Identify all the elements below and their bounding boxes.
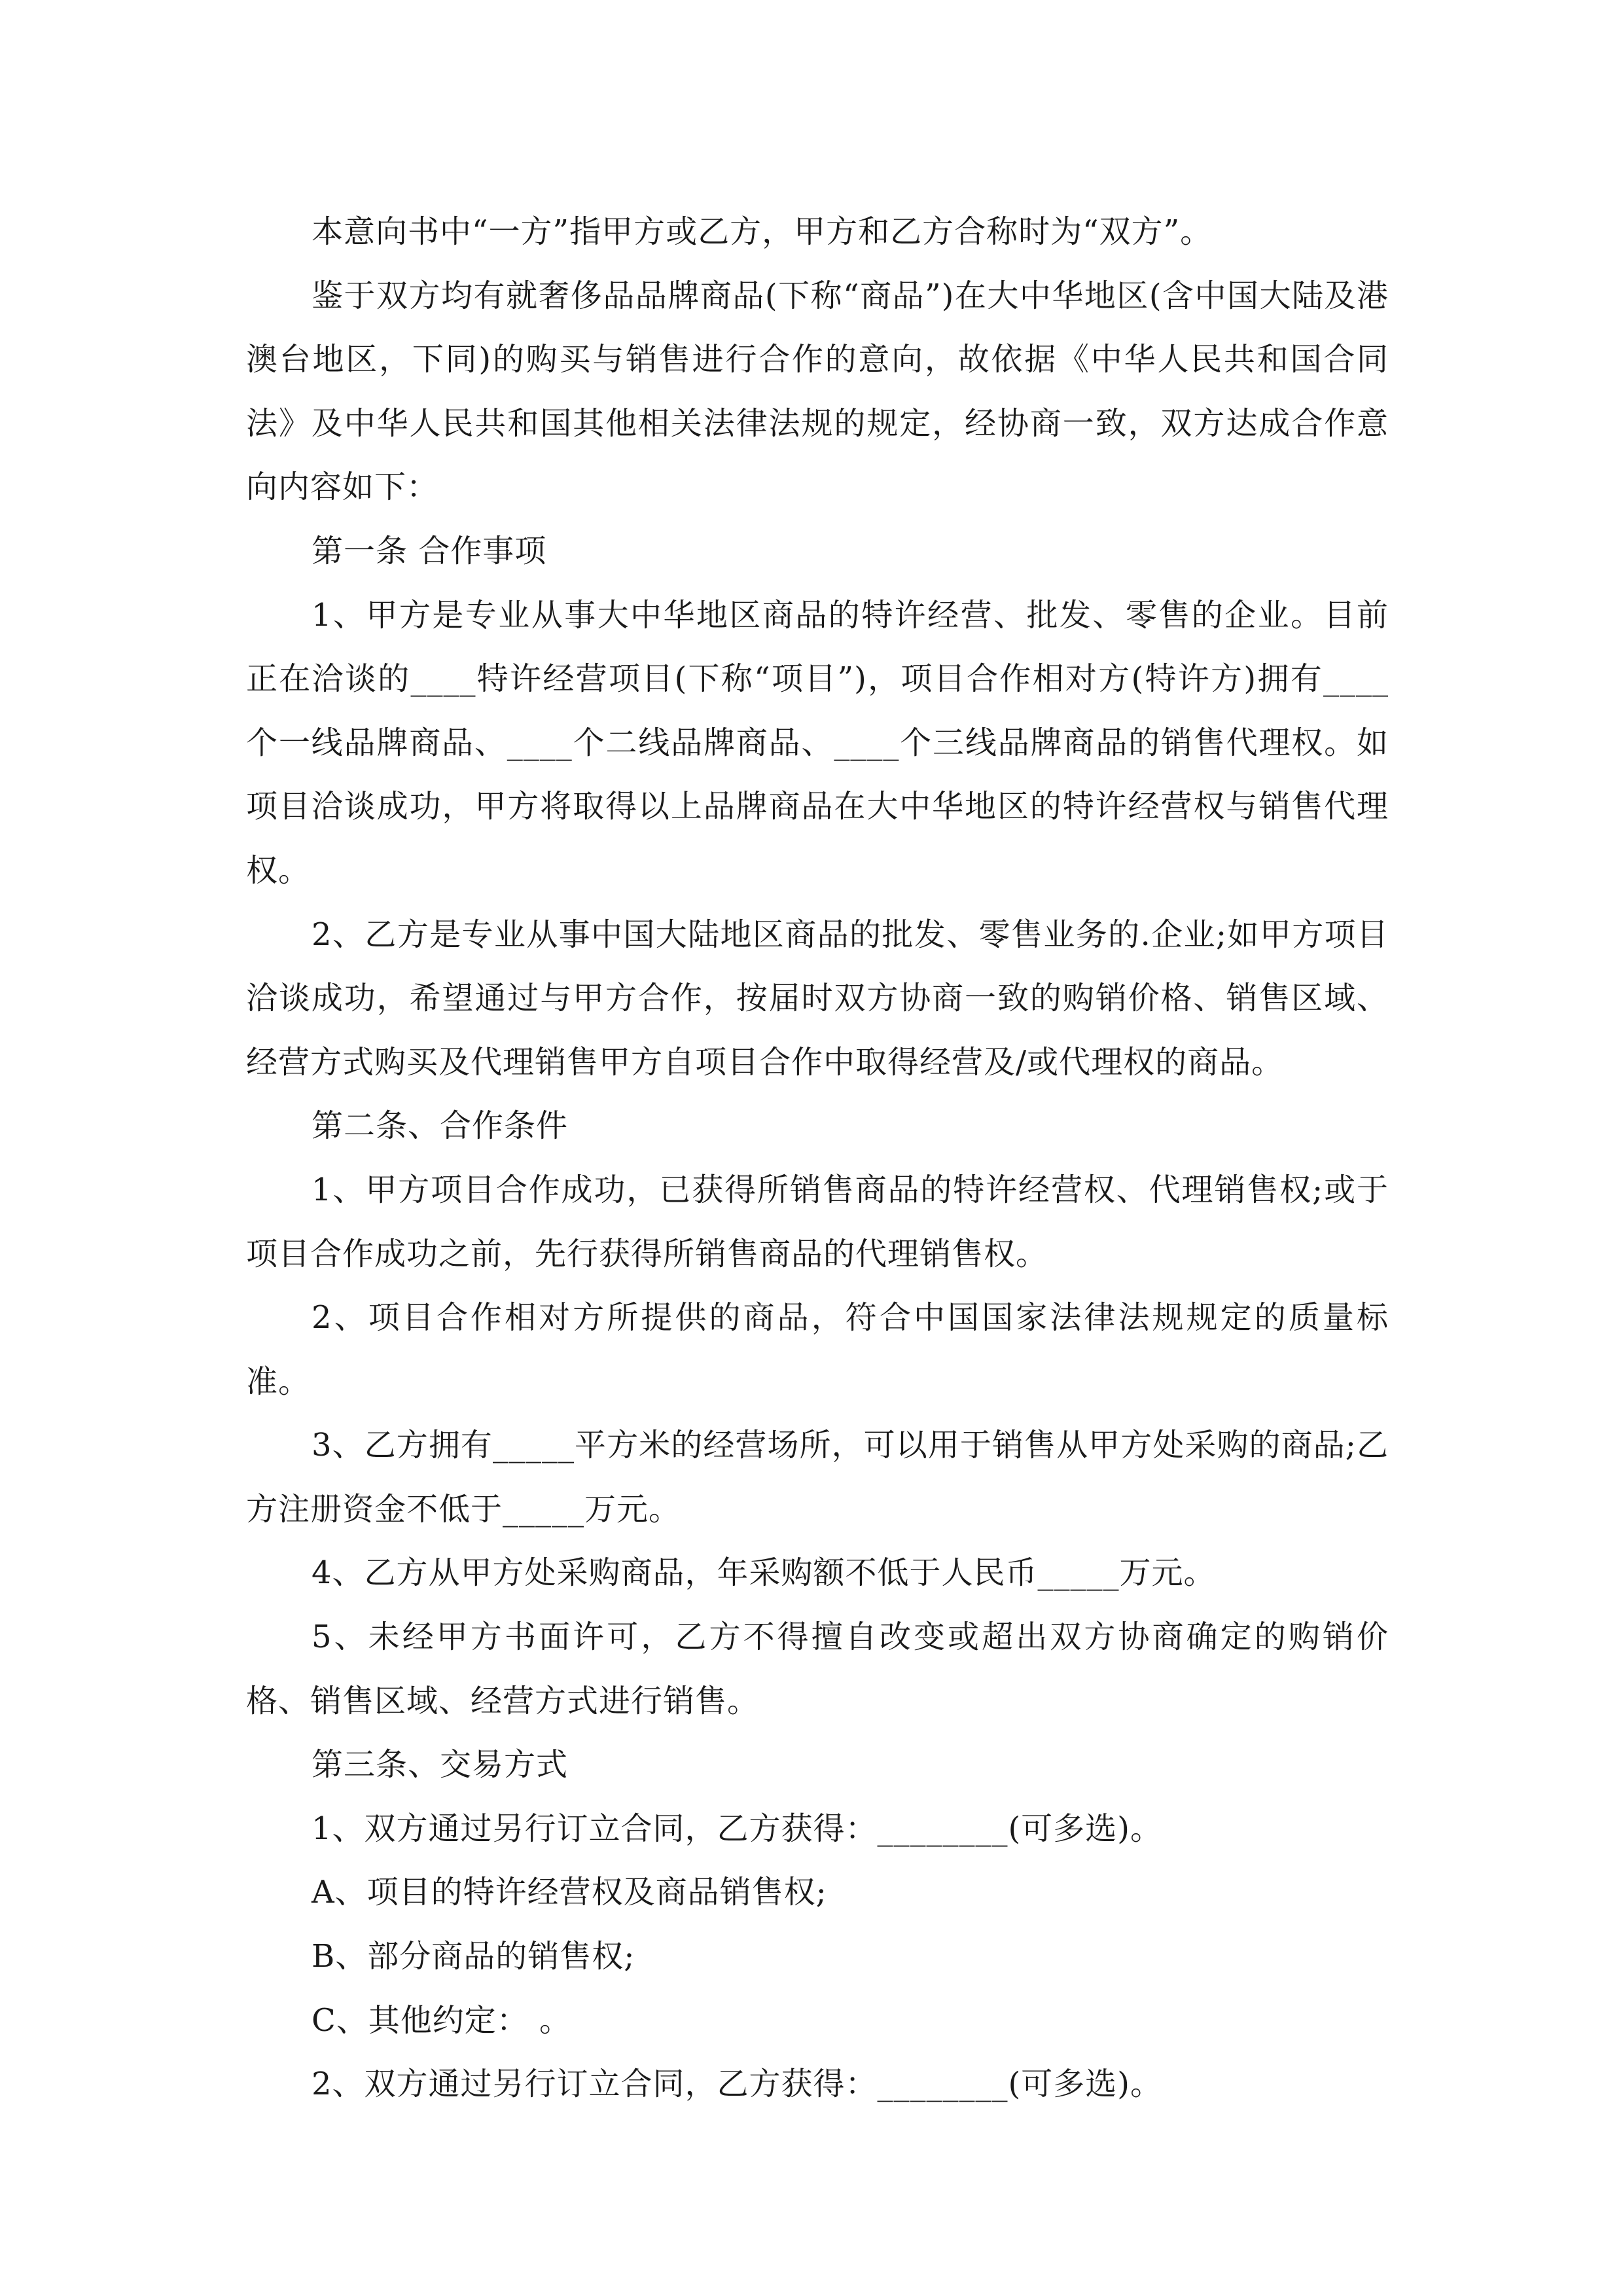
article-3-item-1: 1、双方通过另行订立合同，乙方获得：________(可多选)。 [312, 1810, 1162, 1847]
paragraph-definition: 本意向书中“一方”指甲方或乙方，甲方和乙方合称时为“双方”。 [312, 213, 1213, 250]
article-3-heading: 第三条、交易方式 [312, 1746, 569, 1784]
article-3-option-a: A、项目的特许经营权及商品销售权; [312, 1874, 827, 1911]
article-2-heading: 第二条、合作条件 [312, 1107, 569, 1145]
article-2-item-5: 5、未经甲方书面许可，乙方不得擅自改变或超出双方协商确定的购销价格、销售区域、经营方式进行销售。 [246, 1619, 1389, 1719]
article-2-item-1: 1、甲方项目合作成功，已获得所销售商品的特许经营权、代理销售权;或于项目合作成功之前，先行获得所销售商品的代理销售权。 [246, 1171, 1389, 1272]
article-2-item-4: 4、乙方从甲方处采购商品，年采购额不低于人民币_____万元。 [312, 1554, 1216, 1592]
article-1-item-1: 1、甲方是专业从事大中华地区商品的特许经营、批发、零售的企业。目前正在洽谈的____特许经营项目(下称“项目”)，项目合作相对方(特许方)拥有____个一线品牌商品、____个二线品牌商品、____个三线品牌商品的销售代理权。如项目洽谈成功，甲方将取得以上品牌商品在大中华地区的特许经营权与销售代理权。 [246, 596, 1389, 889]
article-2-item-3: 3、乙方拥有_____平方米的经营场所，可以用于销售从甲方处采购的商品;乙方注册资金不低于_____万元。 [246, 1427, 1389, 1528]
paragraph-preamble: 鉴于双方均有就奢侈品品牌商品(下称“商品”)在大中华地区(含中国大陆及港澳台地区，下同)的购买与销售进行合作的意向，故依据《中华人民共和国合同法》及中华人民共和国其他相关法律法规的规定，经协商一致，双方达成合作意向内容如下： [246, 277, 1389, 506]
article-1-heading: 第一条 合作事项 [312, 532, 547, 569]
article-1-item-2: 2、乙方是专业从事中国大陆地区商品的批发、零售业务的.企业;如甲方项目洽谈成功，希望通过与甲方合作，按届时双方协商一致的购销价格、销售区域、经营方式购买及代理销售甲方自项目合作中取得经营及/或代理权的商品。 [246, 916, 1389, 1081]
document-body [246, 200, 1389, 2117]
article-3-option-c: C、其他约定： 。 [312, 2001, 571, 2039]
article-3-item-2: 2、双方通过另行订立合同，乙方获得：________(可多选)。 [312, 2066, 1162, 2103]
article-2-item-2: 2、项目合作相对方所提供的商品，符合中国国家法律法规规定的质量标准。 [246, 1299, 1389, 1400]
article-3-option-b: B、部分商品的销售权; [312, 1938, 635, 1975]
